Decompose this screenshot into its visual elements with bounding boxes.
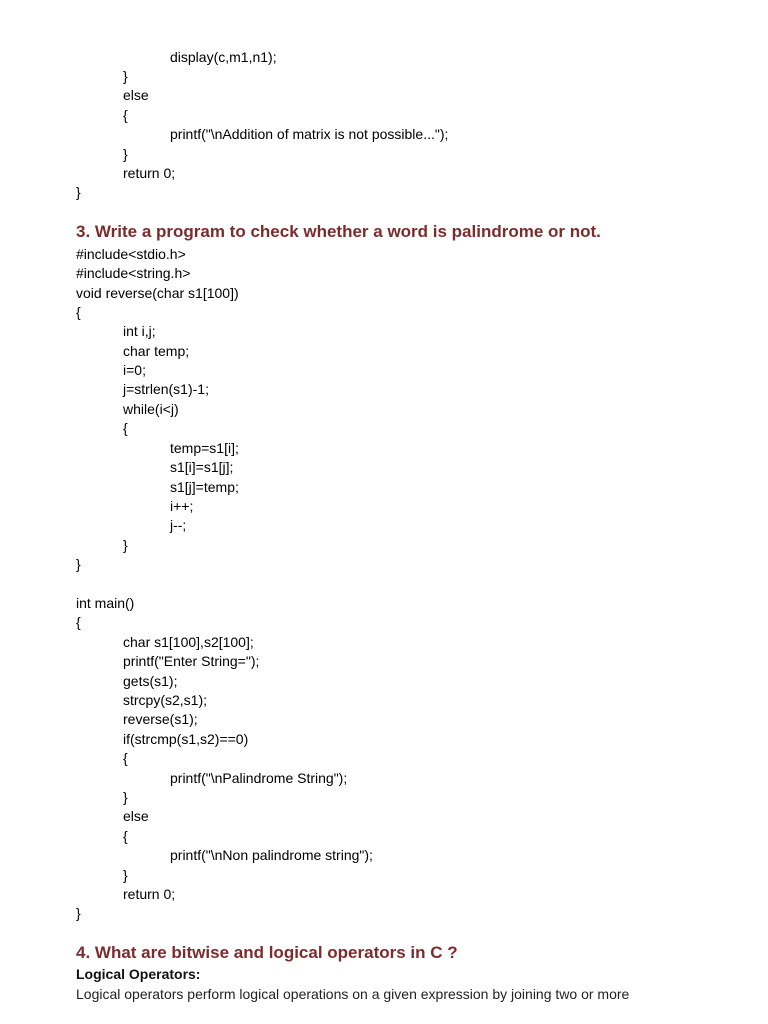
code-line: s1[j]=temp; bbox=[170, 479, 239, 495]
code-line: while(i<j) bbox=[123, 401, 179, 417]
code-line: { bbox=[76, 614, 81, 630]
code-line: else bbox=[123, 87, 149, 103]
code-line: i++; bbox=[170, 498, 194, 514]
code-line: i=0; bbox=[123, 362, 146, 378]
code-line: strcpy(s2,s1); bbox=[123, 692, 208, 708]
code-line: temp=s1[i]; bbox=[170, 440, 239, 456]
code-line: { bbox=[123, 107, 128, 123]
code-line: } bbox=[76, 184, 81, 200]
code-line: #include<string.h> bbox=[76, 265, 191, 281]
code-line: printf("\nPalindrome String"); bbox=[170, 770, 348, 786]
code-line: int main() bbox=[76, 595, 135, 611]
code-line: { bbox=[123, 828, 128, 844]
code-line: } bbox=[76, 905, 81, 921]
code-line: reverse(s1); bbox=[123, 711, 198, 727]
code-line: gets(s1); bbox=[123, 673, 178, 689]
code-line: if(strcmp(s1,s2)==0) bbox=[123, 731, 249, 747]
code-line: { bbox=[123, 420, 128, 436]
code-line: s1[i]=s1[j]; bbox=[170, 459, 234, 475]
section-subheading: Logical Operators: bbox=[76, 966, 201, 982]
code-line: printf("\nAddition of matrix is not possible..."); bbox=[170, 126, 449, 142]
code-line: else bbox=[123, 808, 149, 824]
code-line: { bbox=[76, 304, 81, 320]
section-paragraph: Logical operators perform logical operations on a given expression by joining two or more bbox=[76, 986, 630, 1002]
code-line: int i,j; bbox=[123, 323, 156, 339]
code-line: display(c,m1,n1); bbox=[170, 49, 277, 65]
section-heading: 4. What are bitwise and logical operators in C ? bbox=[76, 943, 458, 962]
code-line: return 0; bbox=[123, 165, 176, 181]
code-line: void reverse(char s1[100]) bbox=[76, 285, 239, 301]
code-line: { bbox=[123, 750, 128, 766]
code-line: } bbox=[123, 68, 128, 84]
code-line: printf("\nNon palindrome string"); bbox=[170, 847, 373, 863]
code-line: char s1[100],s2[100]; bbox=[123, 634, 254, 650]
code-line: char temp; bbox=[123, 343, 190, 359]
code-line: return 0; bbox=[123, 886, 176, 902]
code-line: } bbox=[123, 789, 128, 805]
code-line: j=strlen(s1)-1; bbox=[123, 381, 209, 397]
code-line: } bbox=[76, 556, 81, 572]
code-line: } bbox=[123, 867, 128, 883]
code-line: #include<stdio.h> bbox=[76, 246, 186, 262]
code-line: j--; bbox=[170, 517, 187, 533]
section-heading: 3. Write a program to check whether a word is palindrome or not. bbox=[76, 222, 601, 241]
code-line: } bbox=[123, 537, 128, 553]
code-line: printf("Enter String="); bbox=[123, 653, 260, 669]
code-line: } bbox=[123, 146, 128, 162]
